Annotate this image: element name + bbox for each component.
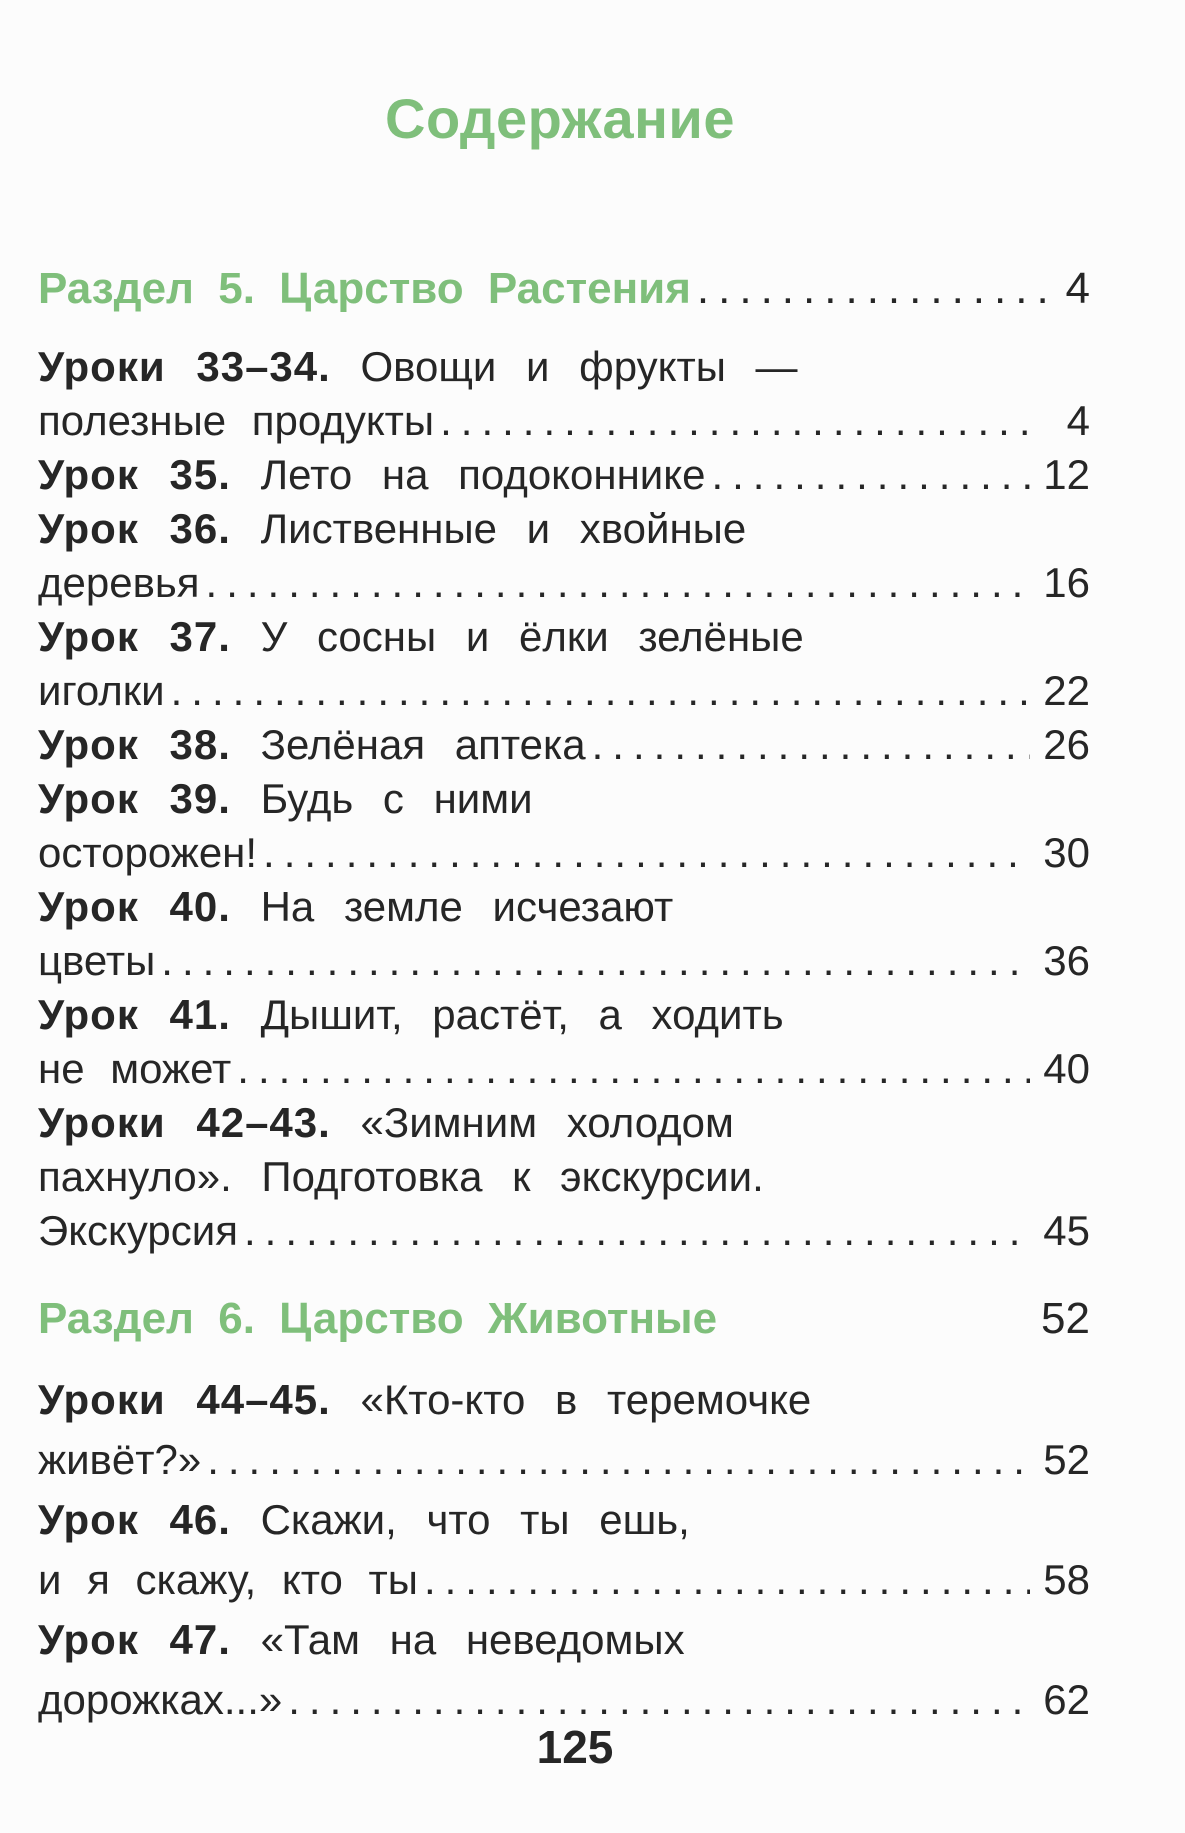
lesson-title-cont: цветы [38, 937, 156, 984]
lesson-title-cont: пахнуло». Подготовка к экскурсии. [38, 1153, 764, 1200]
toc-entry [38, 718, 1090, 772]
toc-entry [38, 448, 1090, 502]
lesson-page: 62 [1043, 1676, 1090, 1723]
page-title: Содержание [385, 87, 735, 150]
toc-entry [38, 1096, 1090, 1258]
lesson-title-cont: Экскурсия [38, 1207, 238, 1254]
toc-entry [38, 988, 1090, 1096]
section-label: Раздел 6. Царство Животные [38, 1294, 718, 1343]
toc-entry [38, 610, 1090, 718]
lesson-number: Уроки 42–43. [38, 1099, 331, 1146]
lesson-title: Зелёная аптека [260, 721, 586, 768]
lesson-title-cont: полезные продукты [38, 397, 435, 444]
lesson-number: Урок 39. [38, 775, 231, 822]
lesson-number: Урок 41. [38, 991, 231, 1038]
lesson-title: Будь с ними [260, 775, 533, 822]
lesson-page: 40 [1043, 1045, 1090, 1092]
leader-dots [711, 448, 1030, 502]
lesson-title: У сосны и ёлки зелёные [260, 613, 804, 660]
leader-dots [424, 1550, 1030, 1610]
lesson-page: 30 [1043, 829, 1090, 876]
lesson-title: «Зимним холодом [360, 1099, 734, 1146]
lesson-title: «Там на неведомых [260, 1616, 685, 1663]
lesson-title: «Кто-кто в теремочке [360, 1376, 812, 1423]
toc-entry [38, 1490, 1090, 1610]
lesson-page: 12 [1043, 451, 1090, 498]
lesson-number: Уроки 33–34. [38, 343, 331, 390]
lesson-number: Уроки 44–45. [38, 1376, 331, 1423]
toc-entry [38, 1610, 1090, 1730]
lesson-number: Урок 38. [38, 721, 231, 768]
lesson-page: 52 [1043, 1436, 1090, 1483]
lesson-title: На земле исчезают [260, 883, 674, 930]
lesson-number: Урок 47. [38, 1616, 231, 1663]
lesson-number: Урок 36. [38, 505, 231, 552]
section-5-heading [38, 258, 1090, 320]
lesson-title-cont: иголки [38, 667, 165, 714]
lesson-title: Скажи, что ты ешь, [260, 1496, 690, 1543]
lesson-title: Лето на подоконнике [260, 451, 706, 498]
toc-entry [38, 880, 1090, 988]
lesson-title: Овощи и фрукты — [360, 343, 798, 390]
section-page: 52 [1041, 1294, 1090, 1343]
lesson-page: 36 [1043, 937, 1090, 984]
leader-dots [207, 1430, 1030, 1490]
lesson-title: Лиственные и хвойные [260, 505, 747, 552]
lesson-page: 4 [1066, 397, 1090, 444]
lesson-page: 22 [1043, 667, 1090, 714]
leader-dots [237, 1042, 1030, 1096]
leader-dots [171, 664, 1030, 718]
leader-dots [161, 934, 1030, 988]
section-6-heading [38, 1288, 1090, 1350]
page-number: 125 [536, 1721, 614, 1773]
lesson-page: 45 [1043, 1207, 1090, 1254]
lesson-number: Урок 37. [38, 613, 231, 660]
lesson-number: Урок 35. [38, 451, 231, 498]
lesson-title-cont: не может [38, 1045, 232, 1092]
leader-dots [440, 394, 1030, 448]
section-label: Раздел 5. Царство Растения [38, 264, 691, 313]
lesson-title-cont: дорожках...» [38, 1676, 283, 1723]
lesson-page: 16 [1043, 559, 1090, 606]
leader-dots [206, 556, 1030, 610]
toc-entry [38, 772, 1090, 880]
lesson-title-cont: осторожен! [38, 829, 258, 876]
lesson-title-cont: и я скажу, кто ты [38, 1556, 418, 1603]
lesson-page: 58 [1043, 1556, 1090, 1603]
lesson-title-cont: деревья [38, 559, 200, 606]
table-of-contents [38, 250, 1090, 1730]
leader-dots [592, 718, 1030, 772]
lesson-number: Урок 40. [38, 883, 231, 930]
leader-dots [244, 1204, 1030, 1258]
toc-entry [38, 1370, 1090, 1490]
lesson-page: 26 [1043, 721, 1090, 768]
toc-entry [38, 340, 1090, 448]
leader-dots [697, 258, 1060, 320]
lesson-title-cont: живёт?» [38, 1436, 202, 1483]
section-page: 4 [1065, 264, 1090, 313]
lesson-number: Урок 46. [38, 1496, 231, 1543]
leader-dots [263, 826, 1030, 880]
lesson-title: Дышит, растёт, а ходить [260, 991, 784, 1038]
toc-entry [38, 502, 1090, 610]
